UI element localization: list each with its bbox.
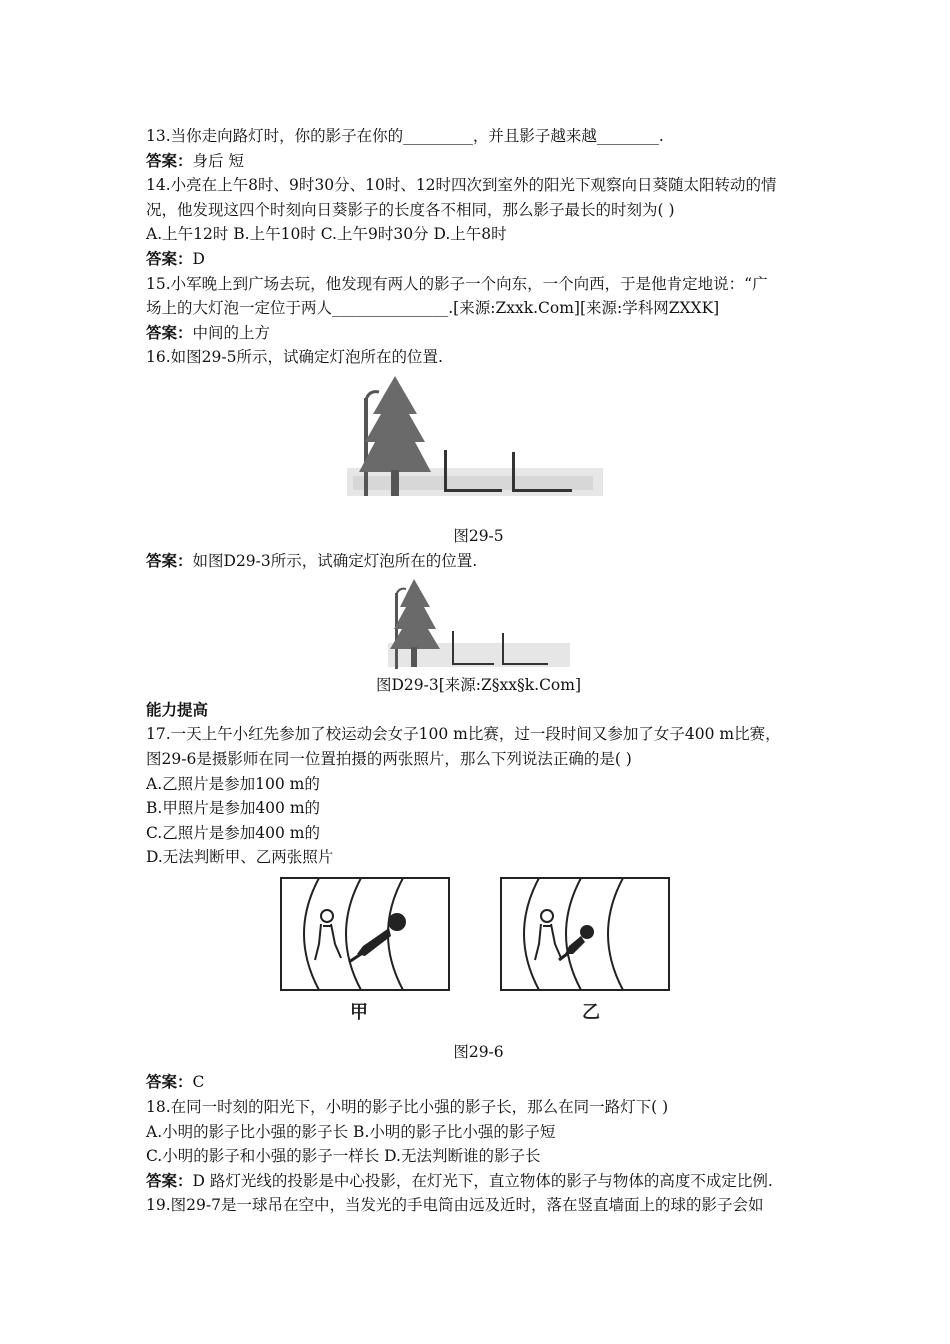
question-16: 16.如图29-5所示，试确定灯泡所在的位置. <box>146 348 443 367</box>
question-17-option-b: B.甲照片是参加400 m的 <box>146 799 321 818</box>
question-15-line2: 场上的大灯泡一定位于两人_______________.[来源:Zxxk.Com][来源:学科网ZXXK] <box>146 299 720 318</box>
answer-14 <box>146 247 811 272</box>
question-17-line1: 17.一天上午小红先参加了校运动会女子100 m比赛，过一段时间又参加了女子400 m比赛， <box>146 725 781 744</box>
answer-text: 身后 短 <box>192 151 244 170</box>
question-17-line2: 图29-6是摄影师在同一位置拍摄的两张照片，那么下列说法正确的是( ) <box>146 749 632 768</box>
question-19: 19.图29-7是一球吊在空中，当发光的手电筒由远及近时，落在竖直墙面上的球的影子会如 <box>146 1196 764 1215</box>
answer-17 <box>146 1070 811 1095</box>
answer-label: 答案： <box>146 1170 193 1190</box>
question-15-line1: 15.小军晚上到广场去玩，他发现有两人的影子一个向东，一个向西，于是他肯定地说：“广 <box>146 274 768 293</box>
answer-label: 答案： <box>146 248 193 268</box>
question-18-options-row2: C.小明的影子和小强的影子一样长 D.无法判断谁的影子长 <box>146 1147 541 1166</box>
answer-label: 答案： <box>146 322 193 342</box>
photo-label-jia: 甲 <box>349 1001 368 1023</box>
photo-jia <box>281 878 449 990</box>
question-17-option-c: C.乙照片是参加400 m的 <box>146 823 320 842</box>
photo-label-yi: 乙 <box>581 1001 600 1023</box>
question-14-line1: 14.小亮在上午8时、9时30分、10时、12时四次到室外的阳光下观察向日葵随太阳转动的情 <box>146 176 777 195</box>
figure-29-6-image <box>279 876 679 1026</box>
question-13: 13.当你走向路灯时，你的影子在你的_________，并且影子越来越________. <box>146 127 664 145</box>
question-17-option-d: D.无法判断甲、乙两张照片 <box>146 848 334 867</box>
answer-18 <box>146 1169 811 1194</box>
section-title: 能力提高 <box>146 699 209 719</box>
question-14-options: A.上午12时 B.上午10时 C.上午9时30分 D.上午8时 <box>146 225 507 244</box>
figure-29-5-caption: 图29-5 <box>453 526 504 545</box>
question-18-options-row1: A.小明的影子比小强的影子长 B.小明的影子比小强的影子短 <box>146 1122 556 1141</box>
question-14-line2: 况，他发现这四个时刻向日葵影子的长度各不相同，那么影子最长的时刻为( ) <box>146 200 675 219</box>
answer-16 <box>146 549 811 574</box>
answer-label: 答案： <box>146 1072 193 1092</box>
figure-29-6-caption: 图29-6 <box>453 1042 504 1061</box>
answer-text: C <box>192 1073 205 1092</box>
answer-label: 答案： <box>146 150 193 170</box>
answer-15 <box>146 321 811 346</box>
answer-text: D <box>192 249 205 268</box>
answer-text: D 路灯光线的投影是中心投影，在灯光下，直立物体的影子与物体的高度不成定比例. <box>192 1171 773 1190</box>
figure-D29-3-caption: 图D29-3[来源:Z§xx§k.Com] <box>375 676 582 695</box>
answer-13 <box>146 149 811 174</box>
answer-text: 中间的上方 <box>192 323 271 342</box>
question-17-option-a: A.乙照片是参加100 m的 <box>146 774 320 793</box>
figure-D29-3-image <box>384 577 574 673</box>
question-18: 18.在同一时刻的阳光下，小明的影子比小强的影子长，那么在同一路灯下( ) <box>146 1098 669 1117</box>
answer-text: 如图D29-3所示，试确定灯泡所在的位置. <box>192 551 478 570</box>
photo-yi <box>501 878 669 990</box>
figure-29-5-image <box>347 372 607 506</box>
document-content <box>146 124 811 1218</box>
answer-label: 答案： <box>146 550 193 570</box>
